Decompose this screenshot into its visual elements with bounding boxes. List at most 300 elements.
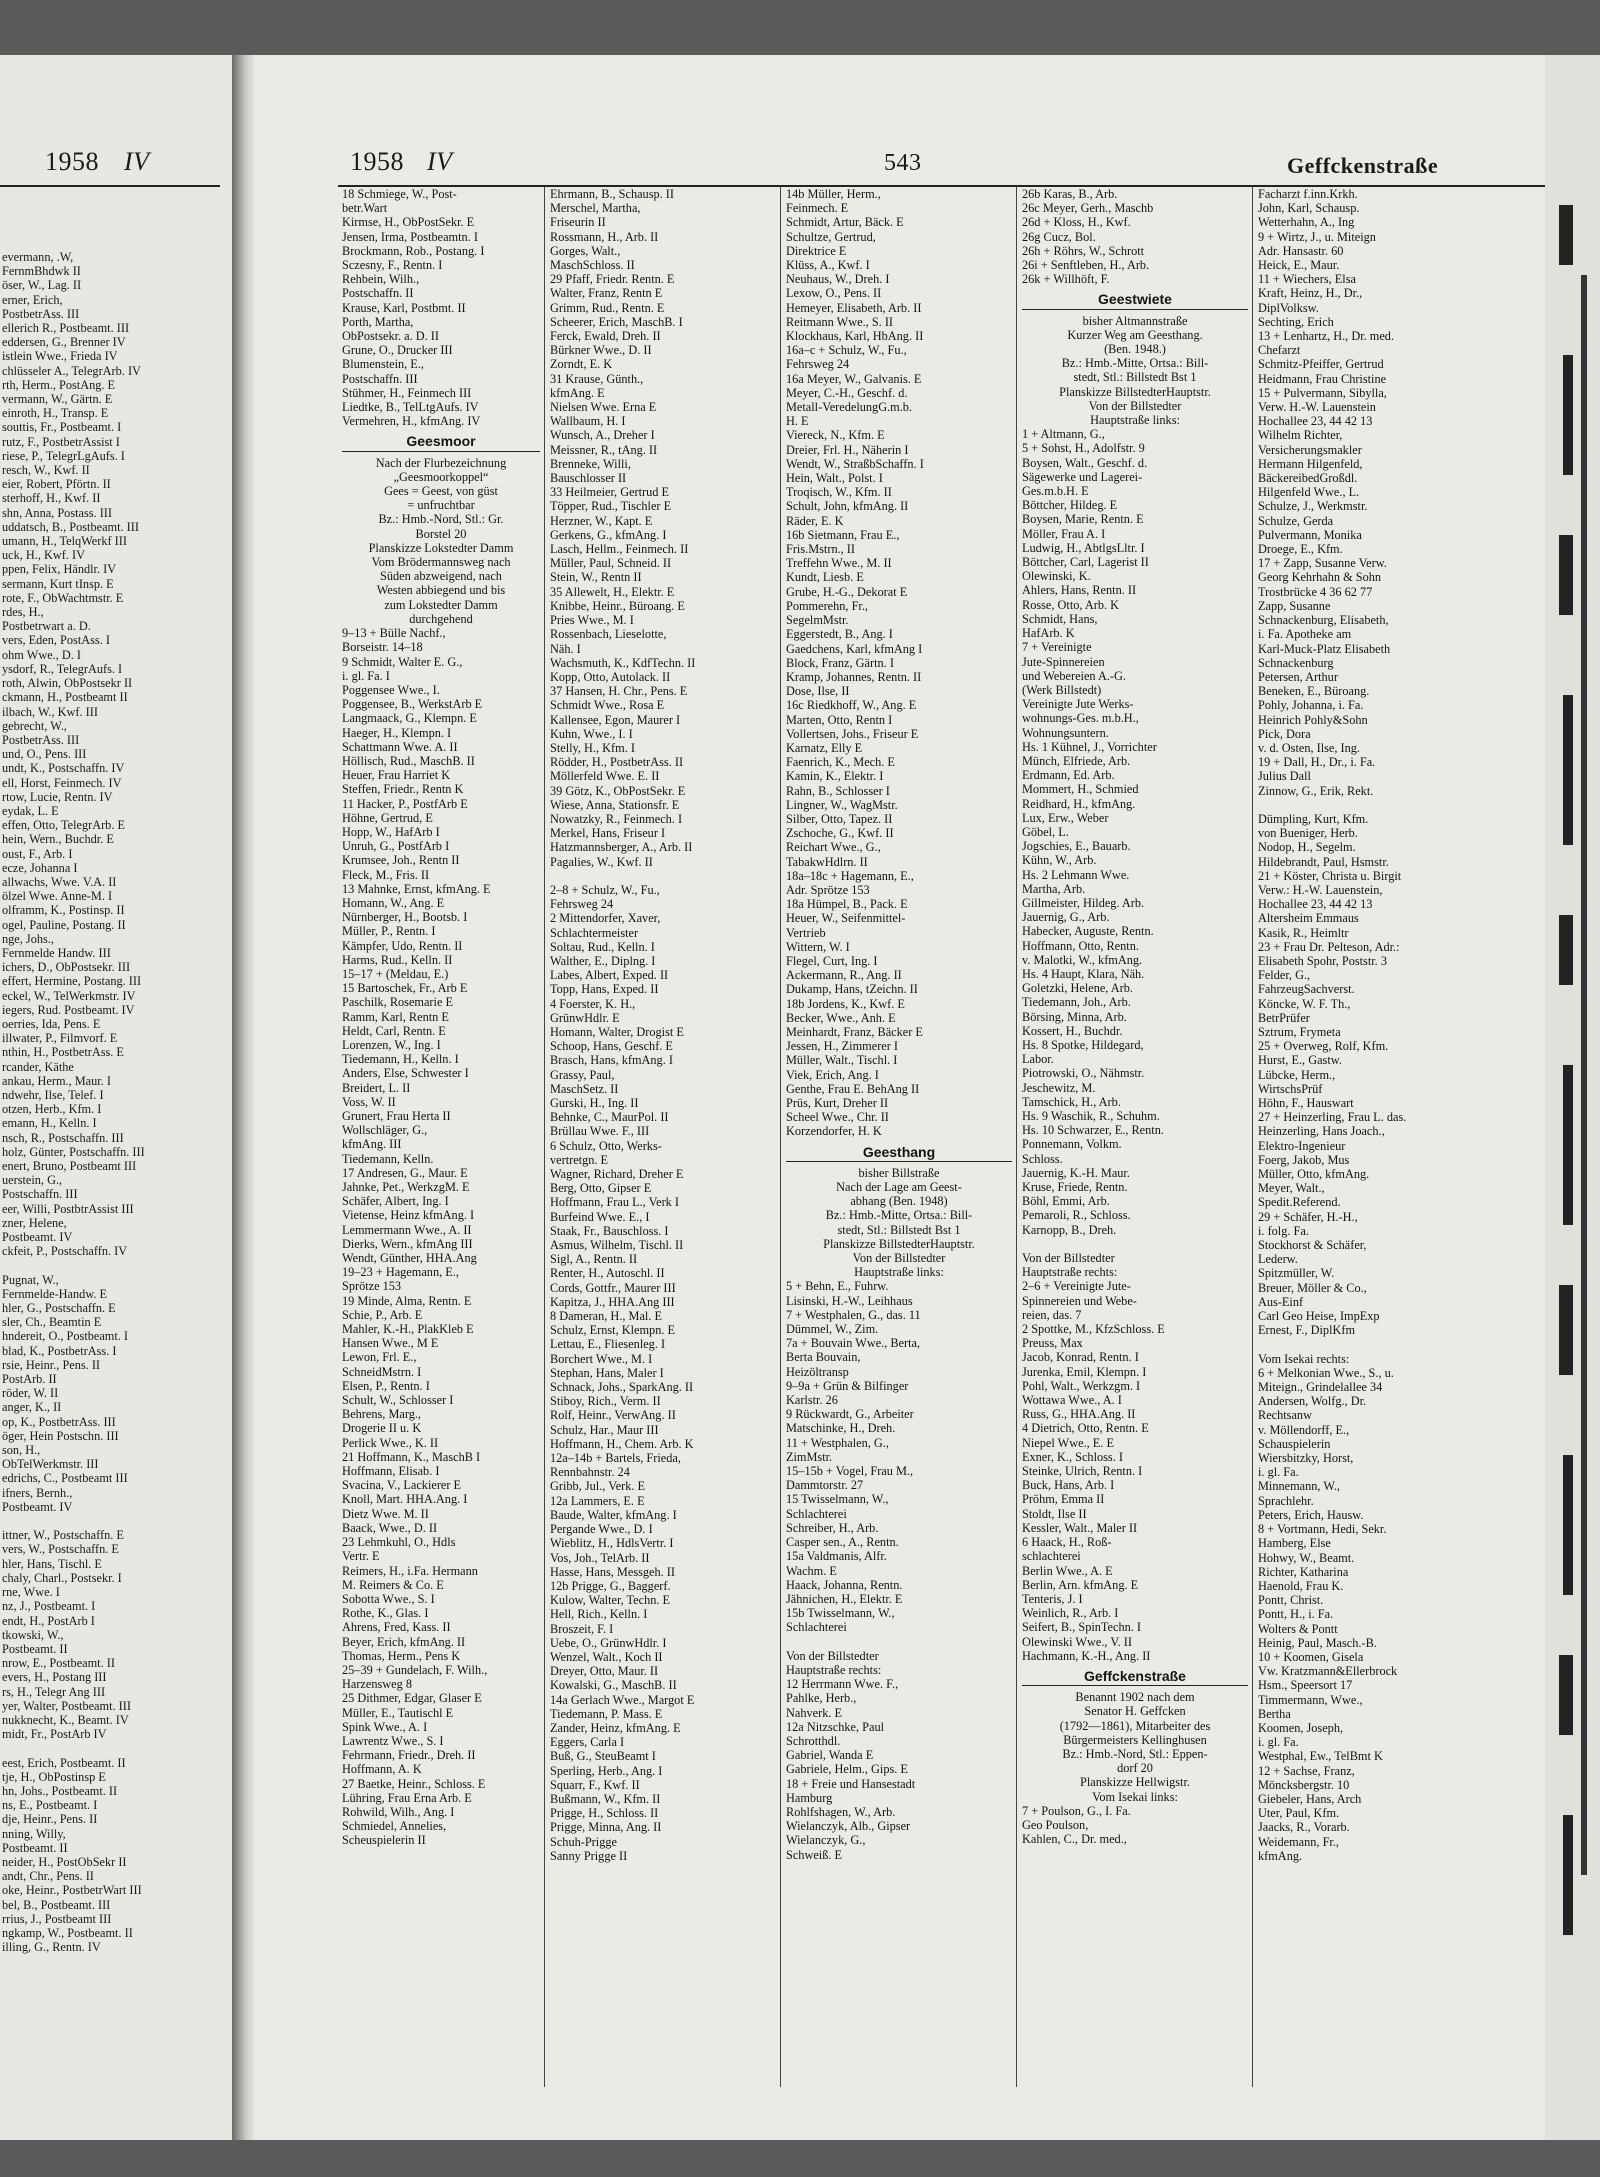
directory-line: Schulze, Gerda [1258,513,1334,528]
directory-line: Zschoche, G., Kwf. II [786,826,894,841]
directory-line: FernmBhdwk II [2,264,81,279]
directory-line: Feinmech. E [786,201,849,216]
directory-line: Spitzmüller, W. [1258,1266,1335,1281]
directory-line: BäckereibedGroßdl. [1258,471,1358,486]
directory-line: Postschaffn. III [342,371,418,386]
directory-line: i. Fa. Apotheke am [1258,627,1352,642]
directory-line: Hs. 4 Haupt, Klara, Näh. [1022,966,1145,981]
directory-line: iegers, Rud. Postbeamt. IV [2,1002,135,1017]
directory-column-2 [550,187,776,1863]
directory-line: Klockhaus, Karl, HbAng. II [786,329,924,344]
directory-line: Stühmer, H., Feinmech III [342,385,472,400]
directory-line: Rossenbach, Lieselotte, [550,627,667,642]
directory-line: Pergande Wwe., D. I [550,1522,653,1537]
directory-line: Adr. Sprötze 153 [786,882,870,897]
directory-line: Habecker, Auguste, Rentn. [1022,924,1154,939]
directory-line: 25 Dithmer, Edgar, Glaser E [342,1691,482,1706]
directory-line: Hamburg [786,1790,833,1805]
right-page-header-left [350,147,453,177]
directory-line: Rohwild, Wilh., Ang. I [342,1804,455,1819]
directory-line: Pohly, Johanna, i. Fa. [1258,698,1364,713]
directory-line: Eggerstedt, B., Ang. I [786,627,893,642]
directory-column-5 [1258,187,1488,1863]
directory-line: Hauptstraße links: [1090,413,1180,428]
directory-line: Sanny Prigge II [550,1848,628,1863]
directory-line: ell, Horst, Feinmech. IV [2,775,122,790]
directory-line: 15b Twisselmann, W., [786,1606,895,1621]
directory-line: 37 Hansen, H. Chr., Pens. E [550,684,688,699]
directory-line: ndwehr, Ilse, Telef. I [2,1087,104,1102]
directory-line: 4 Dietrich, Otto, Rentn. E [1022,1421,1149,1436]
directory-line: Buß, G., SteuBeamt I [550,1749,656,1764]
directory-line: FahrzeugSachverst. [1258,982,1355,997]
directory-line: PostbetrAss. III [2,732,80,747]
directory-line: Grassy, Paul, [550,1067,615,1082]
directory-line: Staak, Fr., Bauschloss. I [550,1223,669,1238]
directory-line: und Webereien A.-G. [1022,668,1126,683]
directory-line: ZimMstr. [786,1449,833,1464]
directory-line: Vietense, Heinz kfmAng. I [342,1208,475,1223]
directory-line: Hs. 1 Kühnel, J., Vorrichter [1022,739,1157,754]
directory-line: yer, Walter, Postbeamt. III [2,1698,131,1713]
directory-line: 12a Nitzschke, Paul [786,1719,885,1734]
column-rule-1 [544,187,545,2087]
directory-line: illwater, P., Filmvorf. E [2,1031,118,1046]
directory-line: Heizöltransp [786,1364,849,1379]
directory-line: Hoffmann, Otto, Rentn. [1022,938,1139,953]
directory-line: Hs. 10 Schwarzer, E., Rentn. [1022,1123,1164,1138]
directory-line: 16b Sietmann, Frau E., [786,527,900,542]
directory-line: Töpper, Rud., Tischler E [550,499,672,514]
directory-line: Rehbein, Wilh., [342,272,420,287]
directory-line: Schweiß. E [786,1847,843,1862]
directory-line: Tiedemann, P. Mass. E [550,1706,663,1721]
directory-line: son, H., [2,1443,41,1458]
directory-line: oerries, Ida, Pens. E [2,1016,101,1031]
directory-line: Schäfer, Albert, Ing. I [342,1194,449,1209]
directory-line: Heinig, Paul, Masch.-B. [1258,1635,1377,1650]
directory-line: sermann, Kurt tInsp. E [2,576,114,591]
directory-line: Treffehn Wwe., M. II [786,556,892,571]
street-heading: Geesthang [786,1145,1012,1162]
directory-line: Schauspielerin [1258,1436,1331,1451]
directory-line: Böttcher, Carl, Lagerist II [1022,555,1149,570]
directory-line: Rolf, Heinr., VerwAng. II [550,1408,676,1423]
directory-line: Bürkner Wwe., D. II [550,343,652,358]
directory-line: Wielanczyk, G., [786,1833,866,1848]
directory-line: Börsing, Minna, Arb. [1022,1009,1127,1024]
directory-line: Schmidt, Artur, Bäck. E [786,215,904,230]
street-heading: Geffckenstraße [1022,1669,1248,1686]
directory-line: Tiedemann, Joh., Arb. [1022,995,1131,1010]
directory-line: Sobotta Wwe., S. I [342,1591,435,1606]
directory-line: Kahlen, C., Dr. med., [1022,1832,1127,1847]
directory-line: undt, K., Postschaffn. IV [2,761,125,776]
directory-line: Gabriele, Helm., Gips. E [786,1762,908,1777]
directory-line: Asmus, Wilhelm, Tischl. II [550,1238,684,1253]
directory-line: Nahverk. E [786,1705,842,1720]
directory-line: Burfeind Wwe. E., I [550,1209,650,1224]
directory-line: Berlin Wwe., A. E [1022,1563,1113,1578]
directory-line: 18a Hümpel, B., Pack. E [786,897,908,912]
directory-line: Korzendorfer, H. K [786,1124,882,1139]
directory-line: Nürnberger, H., Bootsb. I [342,910,468,925]
directory-line: Rothe, K., Glas. I [342,1606,429,1621]
directory-line: Sägewerke und Lagerei- [1022,469,1143,484]
directory-line: Zapp, Susanne [1258,598,1331,613]
directory-line: Krumsee, Joh., Rentn II [342,853,460,868]
directory-line: Viek, Erich, Ang. I [786,1067,879,1082]
directory-line: Schmiedel, Annelies, [342,1819,447,1834]
directory-line: Wieblitz, H., HdlsVertr. I [550,1536,674,1551]
directory-line: Postbeamt. II [2,1840,68,1855]
directory-line: Dierks, Wern., kfmAng III [342,1236,473,1251]
directory-line: 10 + Koomen, Gisela [1258,1649,1364,1664]
directory-line: Heuer, Frau Harriet K [342,768,451,783]
directory-line: 9–9a + Grün & Bilfinger [786,1378,909,1393]
directory-line: Knoll, Mart. HHA.Ang. I [342,1492,468,1507]
directory-line: 2 Mittendorfer, Xaver, [550,911,661,926]
directory-line: Lübcke, Herm., [1258,1067,1336,1082]
directory-line: Rossmann, H., Arb. II [550,229,659,244]
directory-line: erner, Erich, [2,292,63,307]
directory-line: Hoffmann, Frau L., Verk I [550,1195,679,1210]
directory-line: Paschilk, Rosemarie E [342,995,453,1010]
directory-line: Steinke, Ulrich, Rentn. I [1022,1464,1143,1479]
directory-line: Sigl, A., Rentn. II [550,1252,638,1267]
directory-line: enert, Bruno, Postbeamt III [2,1159,137,1173]
directory-line: Schoop, Hans, Geschf. E [550,1039,673,1054]
directory-line: schlachterei [1022,1549,1081,1564]
directory-line: Kirmse, H., ObPostSekr. E [342,215,475,230]
directory-line: Broszeit, F. I [550,1621,614,1636]
directory-line: Krause, Karl, Postbmt. II [342,300,466,315]
directory-line: Nodop, H., Segelm. [1258,840,1356,855]
directory-line: Vom Brödermannsweg nach [371,555,511,570]
directory-line: Pemaroli, R., Schloss. [1022,1208,1131,1223]
directory-line: Exner, K., Schloss. I [1022,1449,1123,1464]
directory-line: Lisinski, H.-W., Leihhaus [786,1293,913,1308]
directory-line: op, K., PostbetrAss. III [2,1414,116,1429]
directory-line: Scheuspielerin II [342,1833,426,1848]
directory-line: holz, Günter, Postschaffn. III [2,1144,145,1159]
directory-line: Haack, Johanna, Rentn. [786,1577,903,1592]
directory-line: Dümpling, Kurt, Kfm. [1258,811,1369,826]
directory-line: Spinnereien und Webe- [1022,1293,1137,1308]
directory-line: nning, Willy, [2,1826,66,1841]
directory-line: endt, H., PostArb I [2,1613,95,1628]
directory-line: Anders, Else, Schwester I [342,1066,469,1081]
directory-line: 29 + Schäfer, H.-H., [1258,1209,1358,1224]
directory-line: Flegel, Curt, Ing. I [786,953,878,968]
directory-line: Hurst, E., Gastw. [1258,1053,1342,1068]
directory-line: eddersen, G., Brenner IV [2,335,126,350]
directory-line: ckfeit, P., Postschaffn. IV [2,1244,128,1259]
directory-line: Rosse, Otto, Arb. K [1022,597,1120,612]
directory-line: Hohwy, W., Beamt. [1258,1550,1355,1565]
directory-line: Kraft, Heinz, H., Dr., [1258,286,1363,301]
directory-line: Perlick Wwe., K. II [342,1435,439,1450]
directory-line: Breuer, Möller & Co., [1258,1280,1367,1295]
left-header-volume: IV [124,147,150,176]
directory-line: Preuss, Max [1022,1336,1083,1351]
directory-line: 27 Baetke, Heinr., Schloss. E [342,1776,486,1791]
directory-line: Wilhelm Richter, [1258,428,1343,443]
directory-line: Bz.: Hmb.-Nord, Stl.: Gr. [378,512,504,527]
directory-line: Gabriel, Wanda E [786,1748,874,1763]
directory-line: vers, Eden, PostAss. I [2,633,110,648]
directory-line: andt, Chr., Pens. II [2,1869,94,1884]
directory-line: Walther, E., Diplng. I [550,953,656,968]
directory-line: Olewinski Wwe., V. II [1022,1634,1132,1649]
directory-line: Sechting, Erich [1258,314,1334,329]
directory-line: 5 + Sohst, H., Adolfstr. 9 [1022,441,1145,456]
directory-line: Heuer, W., Seifenmittel- [786,911,906,926]
directory-line: Wolters & Pontt [1258,1621,1338,1636]
directory-line: nsch, R., Postschaffn. III [2,1130,124,1145]
directory-line: Spink Wwe., A. I [342,1719,428,1734]
directory-line: Liedtke, B., TelLtgAufs. IV [342,400,479,415]
directory-line: 7 + Poulson, G., I. Fa. [1022,1803,1131,1818]
directory-line: 12a Lammers, E. E [550,1493,645,1508]
directory-line: vers, W., Postschaffn. E [2,1542,119,1557]
directory-line: nukknecht, K., Beamt. IV [2,1712,129,1727]
directory-line: 31 Krause, Günth., [550,371,644,386]
directory-line: Verw.: H.-W. Lauenstein, [1258,882,1383,897]
directory-line: Jute-Spinnereien [1022,654,1105,669]
directory-line: Jauernig, K.-H. Maur. [1022,1165,1130,1180]
directory-line: rdes, H., [2,605,44,620]
directory-line: Schmidt, Hans, [1022,611,1098,626]
directory-line: Süden abzweigend, nach [380,569,502,584]
directory-line: Mahler, K.-H., PlakKleb E [342,1322,474,1337]
directory-line: Möllerfeld Wwe. E. II [550,769,660,784]
directory-line: Jessen, H., Zimmerer I [786,1039,899,1054]
directory-line: ObPostsekr. a. D. II [342,329,439,344]
directory-line: Schloss. [1022,1151,1063,1166]
directory-line: rs, H., Telegr Ang III [2,1684,106,1699]
directory-line: Meinhardt, Franz, Bäcker E [786,1024,923,1039]
directory-line: Tamschick, H., Arb. [1022,1094,1121,1109]
directory-line: Kruse, Friede, Rentn. [1022,1180,1128,1195]
directory-line: Lorenzen, W., Ing. I [342,1037,441,1052]
directory-line: 16c Riedkhoff, W., Ang. E [786,698,917,713]
directory-line: Wielanczyk, Alb., Gipser [786,1819,911,1834]
directory-line: Von der Billstedter [852,1251,946,1266]
directory-line: Jeschewitz, M. [1022,1080,1096,1095]
directory-line: Möller, Frau A. I [1022,526,1106,541]
directory-line: i. gl. Fa. I [342,668,390,683]
directory-line: Grimm, Rud., Rentn. E [550,300,665,315]
directory-line: Dose, Ilse, II [786,684,850,699]
directory-line: 23 + Frau Dr. Pelteson, Adr.: [1258,939,1400,954]
directory-line: Ahrens, Fred, Kass. II [342,1620,451,1635]
directory-line [2,1258,207,1272]
directory-line: Pröhm, Emma II [1022,1492,1105,1507]
directory-line: HafArb. K [1022,626,1075,641]
directory-line: Fernmelde-Handw. E [2,1286,108,1301]
directory-line: Neuhaus, W., Dreh. I [786,272,890,287]
directory-line: 14b Müller, Herm., [786,187,881,201]
directory-line: Vertr. E [342,1549,380,1564]
directory-line: Kundt, Liesb. E [786,570,864,585]
directory-line: Baude, Walter, kfmAng. I [550,1507,677,1522]
directory-line: eest, Erich, Postbeamt. II [2,1755,126,1770]
directory-line: Felder, G., [1258,968,1311,983]
directory-line: Sprachlehr. [1258,1493,1314,1508]
directory-line: ns, E., Postbeamt. I [2,1798,98,1813]
directory-line: Kapitza, J., HHA.Ang III [550,1294,675,1309]
directory-line: Harzensweg 8 [342,1677,412,1692]
directory-line: Gurski, H., Ing. II [550,1096,639,1110]
directory-line: kfmAng. [1258,1848,1303,1863]
directory-line: 4 Foerster, K. H., [550,996,636,1011]
directory-line: 18 + Freie und Hansestadt [786,1776,916,1791]
directory-line: dje, Heinr., Pens. II [2,1812,98,1827]
directory-line: Brockmann, Rob., Postang. I [342,243,485,258]
directory-line: Jogschies, E., Bauarb. [1022,839,1131,854]
directory-line: Kowalski, G., MaschB. II [550,1678,677,1693]
directory-line: Reidhard, H., kfmAng. [1022,796,1136,811]
directory-line: Schultze, Gertrud, [786,229,876,244]
directory-line: ifners, Bernh., [2,1485,73,1500]
directory-line: Homann, Walter, Drogist E [550,1024,684,1039]
directory-line: Möncksbergstr. 10 [1258,1777,1350,1792]
directory-line: Unruh, G., PostfArb I [342,839,450,854]
directory-column-4 [1022,187,1248,1846]
directory-line: Fehrmann, Friedr., Dreh. II [342,1748,476,1763]
directory-line: Squarr, F., Kwf. II [550,1777,640,1792]
directory-line: 16a Meyer, W., Galvanis. E [786,371,922,386]
street-heading: Geestwiete [1022,292,1248,309]
directory-line: 9 + Wirtz, J., u. Miteign [1258,229,1376,244]
directory-line: ysdorf, R., TelegrAufs. I [2,661,123,676]
directory-line: Gorges, Walt., [550,243,621,258]
directory-line: Kossert, H., Buchdr. [1022,1023,1123,1038]
directory-line: zum Lokstedter Damm [384,597,498,612]
directory-line: Zorndt, E. K [550,357,613,372]
directory-line: Jauernig, G., Arb. [1022,910,1110,925]
directory-line: Bauschlosser II [550,471,627,486]
directory-line: Herzner, W., Kapt. E [550,513,653,528]
directory-line: Wachm. E [786,1563,837,1578]
directory-line: blad, K., PostbetrAss. I [2,1343,117,1358]
directory-line: Pagalies, W., Kwf. II [550,854,653,869]
directory-line: Wiersbitzky, Horst, [1258,1451,1354,1466]
directory-line: 8 Dameran, H., Mal. E [550,1309,663,1324]
right-header-volume: IV [427,147,453,176]
directory-line: (Ben. 1948.) [1104,342,1166,357]
directory-line: 35 Allewelt, H., Elektr. E [550,584,675,599]
directory-line: MaschSchloss. II [550,258,635,273]
directory-line: Von der Billstedter [1088,398,1182,413]
directory-line: eckel, W., TelWerkmstr. IV [2,988,136,1003]
directory-line: Schulz, Har., Maur III [550,1422,659,1437]
directory-line: Münch, Elfriede, Arb. [1022,753,1131,768]
directory-line: Berg, Otto, Gipser E [550,1181,652,1196]
directory-line: zner, Helene, [2,1215,67,1230]
directory-line: Kuhn, Wwe., I. I [550,726,633,741]
directory-line: Heinzerling, Hans Joach., [1258,1124,1385,1139]
directory-line: 5 + Behn, E., Fuhrw. [786,1279,889,1294]
directory-line: Georg Kehrhahn & Sohn [1258,570,1382,585]
directory-line: Gees = Geest, von güst [384,484,498,499]
directory-line: 18a–18c + Hagemann, E., [786,868,914,883]
directory-line: Postbeamt. II [2,1641,68,1656]
directory-line: Dreyer, Otto, Maur. II [550,1664,659,1679]
directory-line: Prigge, Minna, Ang. II [550,1820,662,1835]
directory-line: Haeger, H., Klempn. I [342,725,452,740]
directory-line: eier, Robert, Pförtn. II [2,477,111,492]
directory-column-1 [342,187,540,1848]
directory-line: i. folg. Fa. [1258,1223,1309,1238]
directory-line: midt, Fr., PostArb IV [2,1727,107,1742]
directory-line: Nowatzky, R., Feinmech. I [550,811,683,826]
directory-line: Postbeamt. IV [2,1230,73,1245]
directory-line: Rahn, B., Schlosser I [786,783,890,798]
directory-line: Schlachterei [786,1506,847,1521]
directory-line: Aus-Einf [1258,1294,1304,1309]
directory-line: Schulz, Ernst, Klempn. E [550,1323,675,1338]
directory-line: Kämpfer, Udo, Rentn. II [342,938,463,953]
directory-line: Borchert Wwe., M. I [550,1351,653,1366]
directory-line: Dammtorstr. 27 [786,1478,864,1493]
directory-line: Karlstr. 26 [786,1393,838,1408]
directory-line: evermann, .W, [2,250,74,264]
directory-line: Prüs, Kurt, Dreher II [786,1096,889,1110]
directory-line: rtow, Lucie, Rentn. IV [2,789,113,804]
directory-line: Brenneke, Willi, [550,456,631,471]
directory-line: Grunert, Frau Herta II [342,1109,451,1123]
directory-line: kfmAng. E [550,385,605,400]
directory-line: Langmaack, G., Klempn. E [342,711,477,726]
directory-line: (Werk Billstedt) [1022,682,1102,697]
directory-line: Uebe, O., GrünwHdlr. I [550,1635,667,1650]
directory-line: Tiedemann, Kelln. [342,1151,434,1166]
left-page [0,55,232,2140]
directory-line: Böttcher, Hildeg. E [1022,498,1118,513]
directory-line: Hachmann, K.-H., Ang. II [1022,1648,1151,1663]
directory-line: Hauptstraße rechts: [786,1662,882,1677]
directory-line: Grube, H.-G., Dekorat E [786,584,908,599]
directory-line: Wohnungsuntern. [1022,725,1109,740]
directory-line: Postbeamt. IV [2,1499,73,1514]
directory-line: (1792—1861), Mitarbeiter des [1059,1718,1211,1733]
directory-line: Müller, P., Rentn. I [342,924,436,939]
directory-line: rsie, Heinr., Pens. II [2,1357,101,1372]
directory-line: Benannt 1902 nach dem [1075,1690,1195,1705]
directory-line: Lemmermann Wwe., A. II [342,1222,472,1237]
directory-line: Hamberg, Else [1258,1536,1331,1551]
directory-line: ittner, W., Postschaffn. E [2,1528,124,1543]
directory-line: Schmidt Wwe., Rosa E [550,698,665,713]
directory-line: Stiboy, Rich., Verm. II [550,1394,661,1409]
directory-line: DiplVolksw. [1258,300,1319,315]
directory-line: Haenold, Frau K. [1258,1578,1344,1593]
directory-line: Uter, Paul, Kfm. [1258,1806,1340,1821]
directory-line [786,1635,1012,1649]
directory-line: Mommert, H., Schmied [1022,782,1139,797]
column-rule-4 [1252,187,1253,2087]
directory-line: PostArb. II [2,1372,57,1387]
directory-line: 13 + Lenhartz, H., Dr. med. [1258,329,1395,344]
directory-line: Hauptstraße rechts: [1022,1265,1118,1280]
directory-line: neider, H., PostObSekr II [2,1854,127,1869]
right-header-year: 1958 [350,147,404,176]
directory-line: effert, Hermine, Postang. III [2,974,142,989]
directory-line: Petersen, Arthur [1258,669,1338,684]
directory-line: Hatzmannsberger, A., Arb. II [550,840,693,855]
